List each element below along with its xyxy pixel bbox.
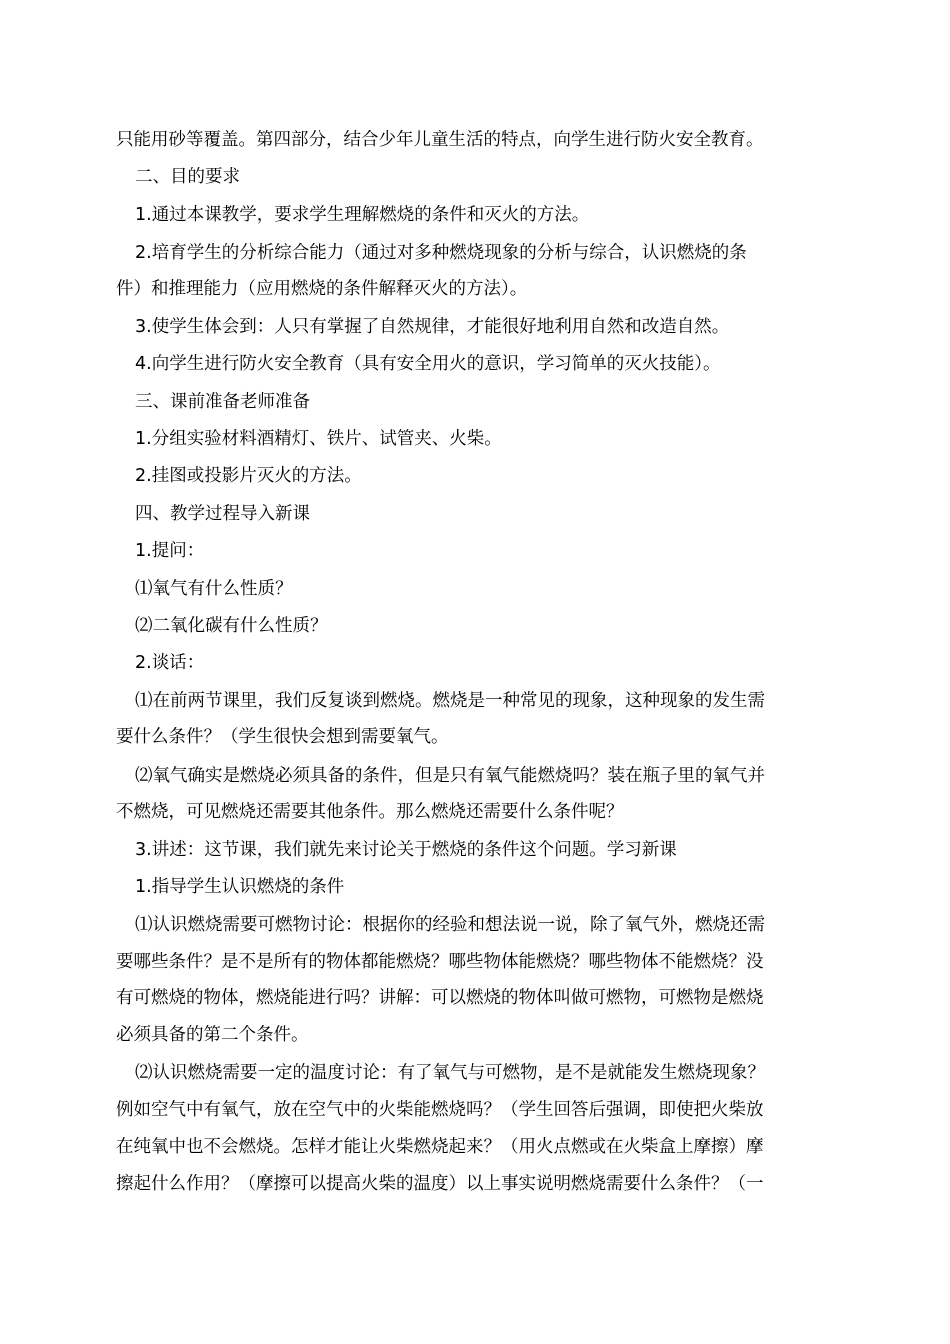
text-line: 1.指导学生认识燃烧的条件	[135, 877, 345, 897]
text-line: 在纯氧中也不会燃烧。怎样才能让火柴燃烧起来？（用火点燃或在火柴盒上摩擦）摩	[116, 1137, 764, 1157]
text-line: 只能用砂等覆盖。第四部分，结合少年儿童生活的特点，向学生进行防火安全教育。	[116, 130, 764, 150]
text-line: 1.提问：	[135, 541, 205, 561]
text-line: 1.通过本课教学，要求学生理解燃烧的条件和灭火的方法。	[135, 205, 590, 225]
text-line: 件）和推理能力（应用燃烧的条件解释灭火的方法）。	[116, 279, 528, 299]
section-heading: 四、教学过程导入新课	[135, 504, 310, 524]
text-line: 不燃烧，可见燃烧还需要其他条件。那么燃烧还需要什么条件呢？	[116, 802, 624, 822]
text-line: 必须具备的第二个条件。	[116, 1025, 309, 1045]
text-line: ⑴认识燃烧需要可燃物讨论：根据你的经验和想法说一说，除了氧气外，燃烧还需	[135, 915, 765, 935]
text-line: 3.讲述：这节课，我们就先来讨论关于燃烧的条件这个问题。学习新课	[135, 840, 677, 860]
text-line: 有可燃烧的物体，燃烧能进行吗？讲解：可以燃烧的物体叫做可燃物，可燃物是燃烧	[116, 988, 764, 1008]
text-line: 3.使学生体会到：人只有掌握了自然规律，才能很好地利用自然和改造自然。	[135, 317, 730, 337]
text-line: ⑵认识燃烧需要一定的温度讨论：有了氧气与可燃物，是不是就能发生燃烧现象？	[135, 1063, 765, 1083]
text-line: ⑴在前两节课里，我们反复谈到燃烧。燃烧是一种常见的现象，这种现象的发生需	[135, 691, 765, 711]
text-line: 例如空气中有氧气，放在空气中的火柴能燃烧吗？（学生回答后强调，即使把火柴放	[116, 1100, 764, 1120]
text-line: 2.谈话：	[135, 653, 205, 673]
text-line: ⑵氧气确实是燃烧必须具备的条件，但是只有氧气能燃烧吗？装在瓶子里的氧气并	[135, 766, 765, 786]
text-line: 1.分组实验材料酒精灯、铁片、试管夹、火柴。	[135, 429, 502, 449]
text-line: 2.培育学生的分析综合能力（通过对多种燃烧现象的分析与综合，认识燃烧的条	[135, 243, 747, 263]
text-line: ⑵二氧化碳有什么性质？	[135, 616, 328, 636]
text-line: 擦起什么作用？（摩擦可以提高火柴的温度）以上事实说明燃烧需要什么条件？（一	[116, 1174, 764, 1194]
section-heading: 三、课前准备老师准备	[135, 392, 310, 412]
text-line: 要哪些条件？是不是所有的物体都能燃烧？哪些物体能燃烧？哪些物体不能燃烧？没	[116, 952, 764, 972]
section-heading: 二、目的要求	[135, 167, 240, 187]
text-line: ⑴氧气有什么性质？	[135, 579, 293, 599]
text-line: 4.向学生进行防火安全教育（具有安全用火的意识，学习简单的灭火技能）。	[135, 354, 721, 374]
text-line: 要什么条件？（学生很快会想到需要氧气。	[116, 727, 449, 747]
text-line: 2.挂图或投影片灭火的方法。	[135, 466, 362, 486]
